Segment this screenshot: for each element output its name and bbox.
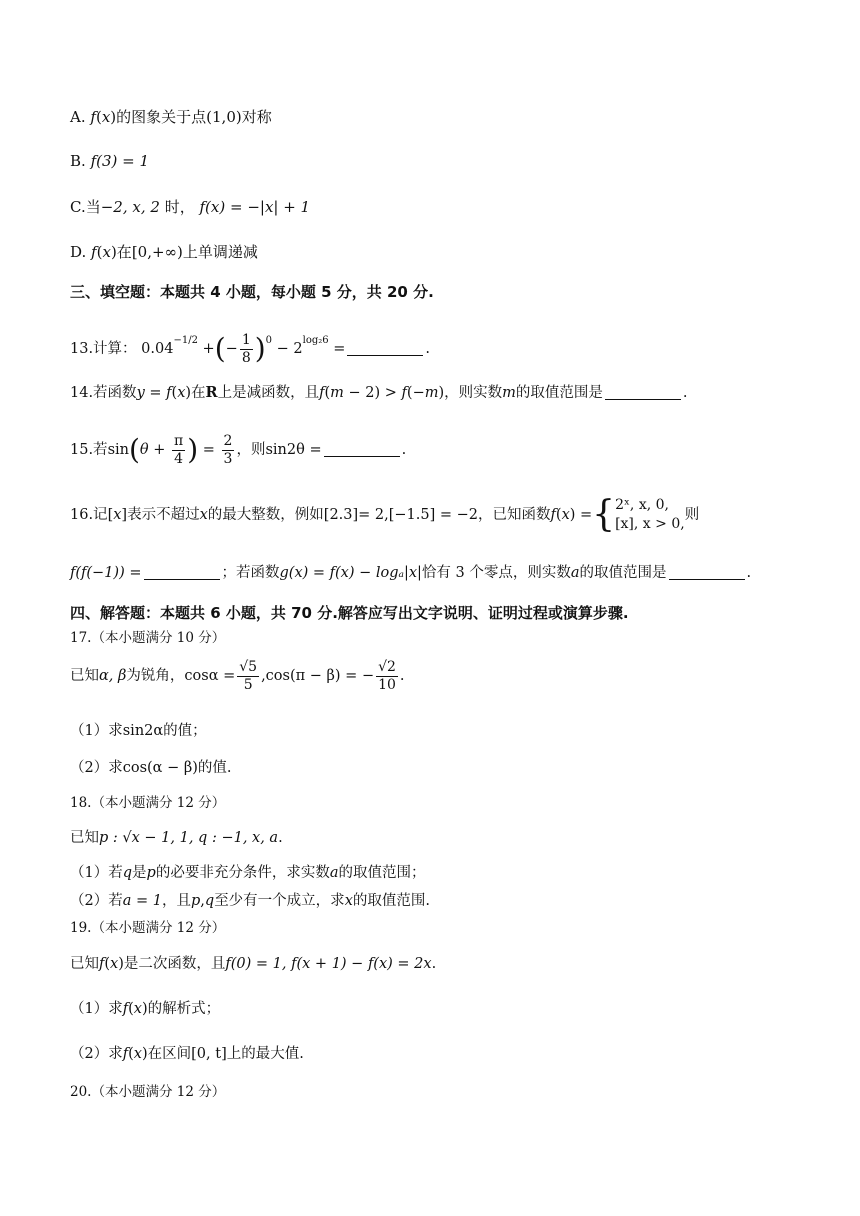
answer-blank-16a[interactable] [144,565,220,580]
question-15: 15.若sin(θ + $\frac{\pi}{4}$ ) = $\frac{2}{3}$ ，则sin2θ = . [70,432,407,467]
question-19: 已知f(x)是二次函数，且f(0) = 1, f(x + 1) − f(x) = 2x. [70,956,437,972]
question-18-part-2: （2）若a = 1，且p,q至少有一个成立，求x的取值范围. [70,893,430,909]
question-18: 已知p : √x − 1, 1, q : −1, x, a. [70,830,283,846]
question-18-part-1: （1）若q是p的必要非充分条件，求实数a的取值范围； [70,865,426,881]
question-13: 13.计算： $0.04^{-1/2}$ +(− $\frac{1}{8}$ )$^0 - 2^{log_26}$ = . [70,331,431,366]
question-14: 14.若函数y = f(x)在R上是减函数，且f(m − 2) > f(−m)，则实数m的取值范围是 . [70,384,688,401]
question-16-part-2: f(f(−1)) = ；若函数g(x) = f(x) − logₐ|x|恰有 3 个零点，则实数a的取值范围是 . [70,565,752,581]
option-b: B. f(3) = 1 [70,152,150,170]
answer-blank-14[interactable] [605,385,681,400]
question-16: 16.记[x]表示不超过x的最大整数，例如[2.3]= 2,[−1.5] = −2，已知函数f(x) ={ 2ˣ, x, 0, [x], x > 0, 则 [70,494,700,535]
question-18-header: 18.（本小题满分 12 分） [70,795,226,811]
section-3-title: 三、填空题：本题共 4 小题，每小题 5 分，共 20 分. [70,283,434,301]
option-a: A. f(x)的图象关于点(1,0)对称 [70,108,272,126]
option-c: C.当−2, x, 2 时， f(x) = −|x| + 1 [70,198,311,216]
question-20-header: 20.（本小题满分 12 分） [70,1084,226,1100]
question-19-header: 19.（本小题满分 12 分） [70,920,226,936]
answer-blank-13[interactable] [347,341,423,356]
question-17-part-1: （1）求sin2α的值； [70,723,207,739]
section-4-title: 四、解答题：本题共 6 小题，共 70 分.解答应写出文字说明、证明过程或演算步骤. [70,604,629,622]
question-19-part-1: （1）求f(x)的解析式； [70,1001,221,1017]
answer-blank-16b[interactable] [669,565,745,580]
question-19-part-2: （2）求f(x)在区间[0, t]上的最大值. [70,1046,304,1062]
answer-blank-15[interactable] [324,442,400,457]
option-d: D. f(x)在[0,+∞)上单调递减 [70,243,258,261]
question-17-part-2: （2）求cos(α − β)的值. [70,760,232,776]
question-17: 已知α, β为锐角，cosα = $\frac{√5}{5}$ ,cos(π − β) = − $\frac{√2}{10}$ . [70,658,405,693]
question-17-header: 17.（本小题满分 10 分） [70,630,226,646]
